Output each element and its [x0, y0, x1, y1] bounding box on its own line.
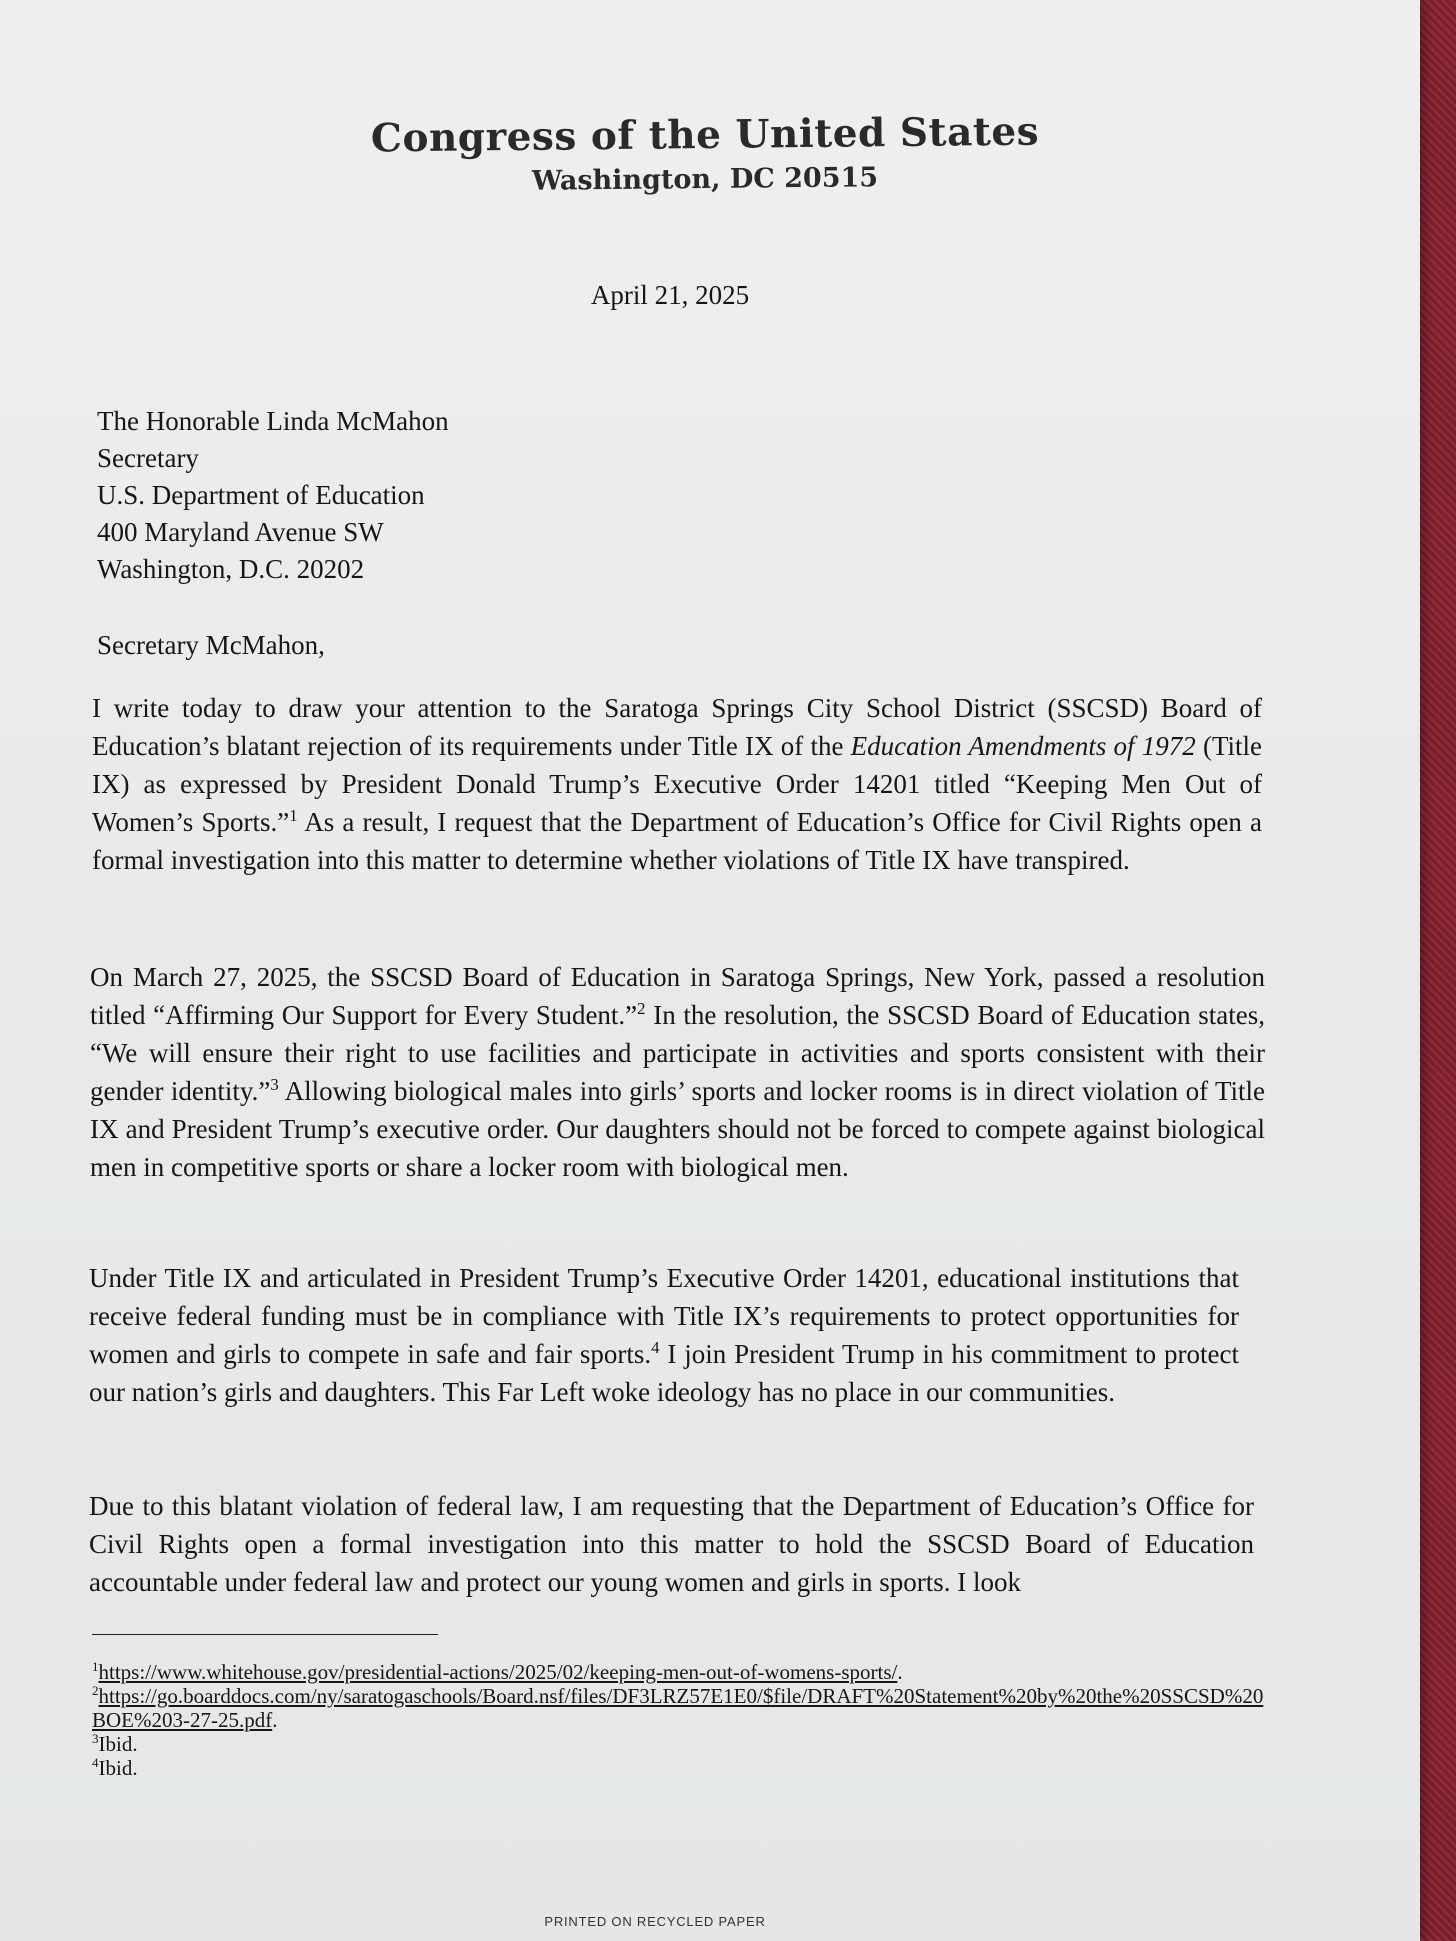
- footnote-1-period: .: [897, 1660, 903, 1684]
- p1-italic-title: Education Amendments of 1972: [850, 731, 1196, 761]
- footnote-ref-4: 4: [651, 1338, 660, 1357]
- footnote-divider: [92, 1634, 438, 1635]
- letterhead: [0, 108, 1420, 197]
- footnote-1-number: 1: [92, 1659, 99, 1674]
- footnote-3-number: 3: [92, 1731, 99, 1746]
- recipient-street: 400 Maryland Avenue SW: [97, 517, 384, 547]
- recipient-name: The Honorable Linda McMahon: [97, 406, 449, 436]
- body-paragraph-3: [89, 1259, 1239, 1411]
- footnote-4-text: Ibid.: [98, 1756, 138, 1780]
- p2-text-b: In the resolution, the SSCSD Board of Education states, “We will ensure their right to use facilities and participate in activities and sports consistent with their gender identity.”: [90, 1000, 1265, 1106]
- footnotes: [92, 1660, 1272, 1780]
- footnote-ref-3: 3: [270, 1075, 279, 1094]
- p1-text-c: As a result, I request that the Department of Education’s Office for Civil Rights open a formal investigation into this matter to determine whether violations of Title IX have transpired.: [92, 807, 1262, 875]
- body-paragraph-1: [92, 689, 1262, 879]
- footnote-2-period: .: [272, 1708, 278, 1732]
- letterhead-address: Washington, DC 20515: [531, 162, 879, 197]
- p3-text-b: I join President Trump in his commitment to protect our nation’s girls and daughters. This Far Left woke ideology has no place in our communities.: [89, 1339, 1239, 1407]
- recipient-department: U.S. Department of Education: [97, 480, 425, 510]
- p1-text-a: I write today to draw your attention to the Saratoga Springs City School District (SSCSD) Board of Education’s blatant rejection of its requirements under Title IX of the: [92, 693, 1262, 761]
- footnote-2-number: 2: [92, 1683, 99, 1698]
- p2-text-c: Allowing biological males into girls’ sports and locker rooms is in direct violation of Title IX and President Trump’s executive order. Our daughters should not be forced to compete against biological men in competitive sports or share a locker room with biological men.: [90, 1076, 1265, 1182]
- body-paragraph-4: [89, 1487, 1254, 1601]
- footnote-ref-2: 2: [637, 999, 646, 1018]
- footnote-4: [92, 1756, 1272, 1780]
- p4-text-a: Due to this blatant violation of federal law, I am requesting that the Department of Education’s Office for Civil Rights open a formal investigation into this matter to hold the SSCSD Board of Education accountable under federal law and protect our young women and girls in sports. I look: [89, 1491, 1254, 1597]
- p2-text-a: On March 27, 2025, the SSCSD Board of Education in Saratoga Springs, New York, passed a resolution titled “Affirming Our Support for Every Student.”: [90, 962, 1265, 1030]
- recipient-city: Washington, D.C. 20202: [97, 554, 365, 584]
- footnote-2-link[interactable]: https://go.boarddocs.com/ny/saratogaschools/Board.nsf/files/DF3LRZ57E1E0/$file/DRAFT%20Statement%20by%20the%20SSCSD%20BOE%203-27-25.pdf: [92, 1684, 1264, 1732]
- footnote-4-number: 4: [92, 1755, 99, 1770]
- footnote-2: [92, 1684, 1272, 1732]
- recipient-title: Secretary: [97, 443, 199, 473]
- footnote-ref-1: 1: [289, 806, 298, 825]
- letter-date: April 21, 2025: [590, 280, 750, 310]
- p1-text-b: (Title IX) as expressed by President Donald Trump’s Executive Order 14201 titled “Keeping Men Out of Women’s Sports.”: [92, 731, 1263, 837]
- body-paragraph-2: [90, 958, 1265, 1186]
- recipient-address: [97, 403, 1277, 588]
- p3-text-a: Under Title IX and articulated in President Trump’s Executive Order 14201, educational institutions that receive federal funding must be in compliance with Title IX’s requirements to protect opportunities for women and girls to compete in safe and fair sports.: [89, 1263, 1239, 1369]
- salutation: Secretary McMahon,: [97, 630, 325, 660]
- footnote-3: [92, 1732, 1272, 1756]
- footnote-1-link[interactable]: https://www.whitehouse.gov/presidential-actions/2025/02/keeping-men-out-of-womens-sports/: [98, 1660, 898, 1684]
- letterhead-title: Congress of the United States: [370, 108, 1040, 162]
- footnote-3-text: Ibid.: [98, 1732, 138, 1756]
- footnote-1: [92, 1660, 1272, 1684]
- recycled-paper-notice: PRINTED ON RECYCLED PAPER: [544, 1914, 766, 1929]
